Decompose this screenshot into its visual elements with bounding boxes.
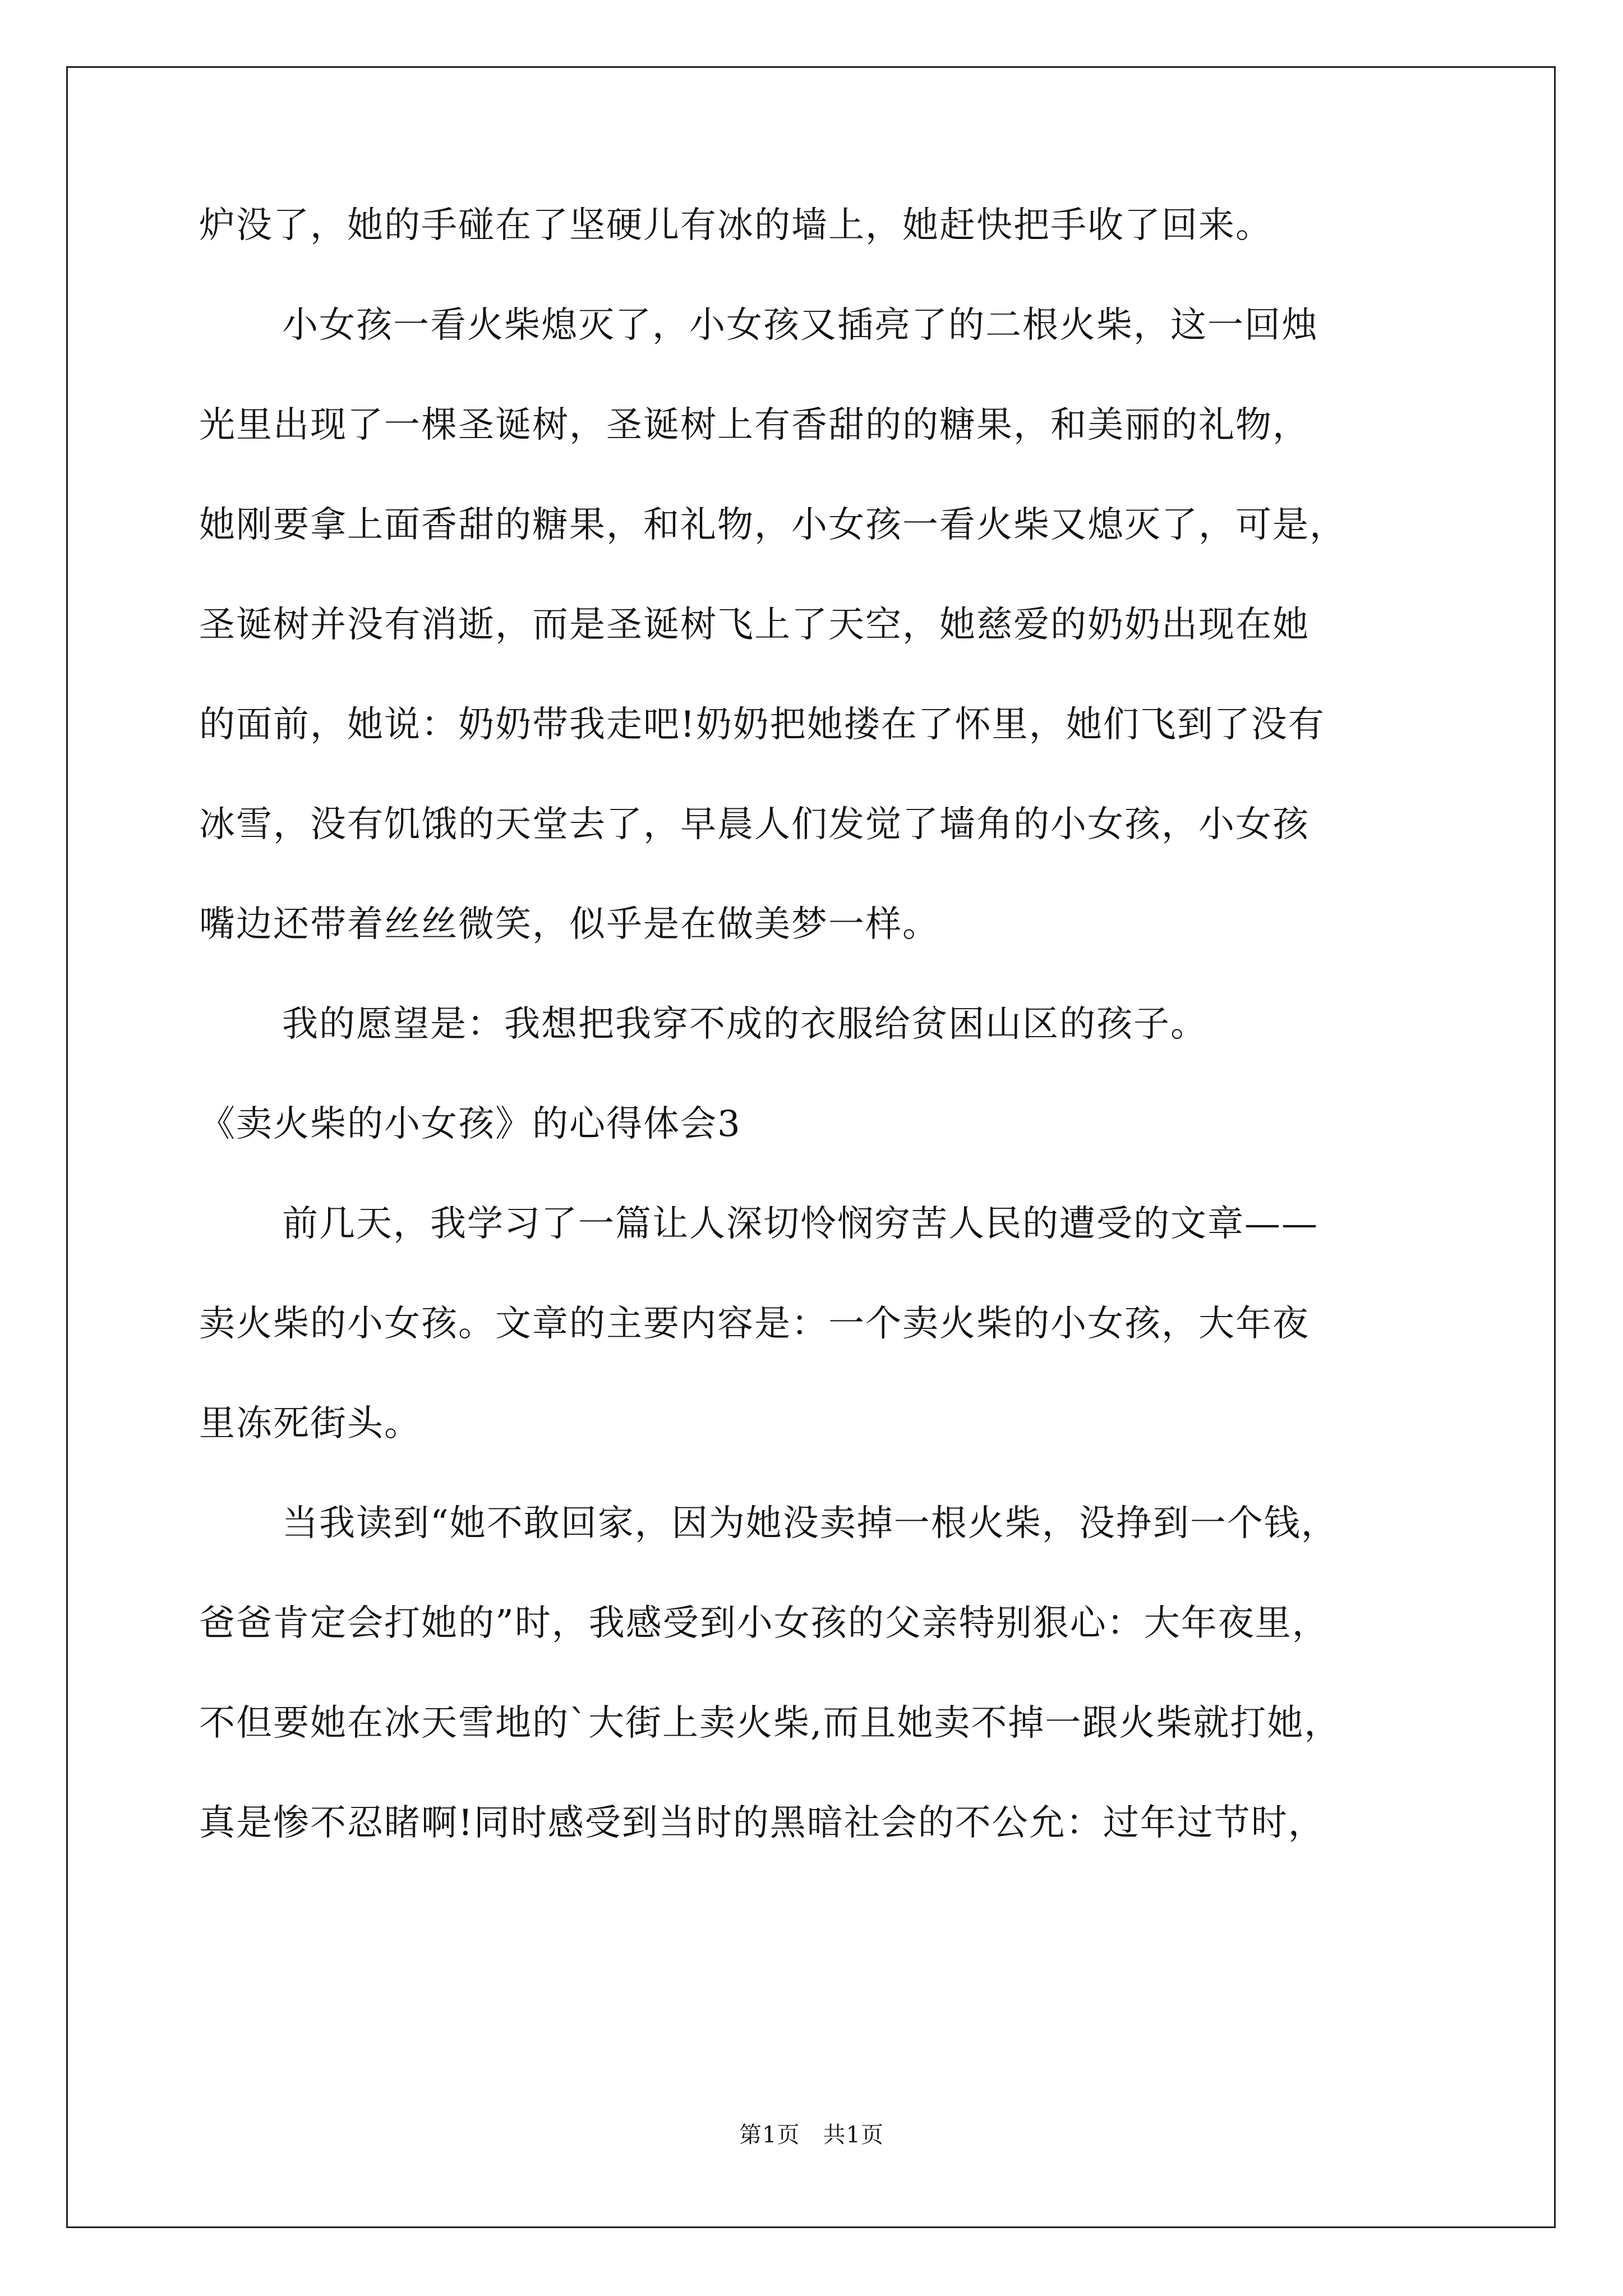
text-line: 爸爸肯定会打她的”时，我感受到小女孩的父亲特别狠心：大年夜里， — [199, 1603, 1329, 1644]
text-line: 她刚要拿上面香甜的糖果，和礼物，小女孩一看火柴又熄灭了，可是， — [199, 504, 1347, 546]
document-body — [199, 205, 1455, 1905]
text-line: 嘴边还带着丝丝微笑，似乎是在做美梦一样。 — [199, 904, 939, 945]
section-heading: 《卖火柴的小女孩》的心得体会3 — [199, 1103, 741, 1145]
text-line: 当我读到“她不敢回家，因为她没卖掉一根火柴，没挣到一个钱， — [282, 1503, 1338, 1544]
text-line: 我的愿望是：我想把我穿不成的衣服给贫困山区的孩子。 — [282, 1004, 1207, 1045]
text-line: 卖火柴的小女孩。文章的主要内容是：一个卖火柴的小女孩，大年夜 — [199, 1303, 1310, 1345]
text-line: 前几天，我学习了一篇让人深切怜悯穷苦人民的遭受的文章—— — [282, 1203, 1318, 1245]
text-line: 小女孩一看火柴熄灭了，小女孩又插亮了的二根火柴，这一回烛 — [282, 305, 1318, 346]
text-line: 圣诞树并没有消逝，而是圣诞树飞上了天空，她慈爱的奶奶出现在她 — [199, 604, 1310, 646]
text-line: 光里出现了一棵圣诞树，圣诞树上有香甜的的糖果，和美丽的礼物， — [199, 404, 1310, 446]
text-line: 不但要她在冰天雪地的`大街上卖火柴,而且她卖不掉一跟火柴就打她， — [199, 1703, 1341, 1744]
text-line: 炉没了，她的手碰在了坚硬儿有冰的墙上，她赶快把手收了回来。 — [199, 205, 1272, 246]
text-line: 里冻死街头。 — [199, 1403, 421, 1444]
text-line: 的面前，她说：奶奶带我走吧!奶奶把她搂在了怀里，她们飞到了没有 — [199, 704, 1325, 746]
text-line: 真是惨不忍睹啊!同时感受到当时的黑暗社会的不公允：过年过节时， — [199, 1802, 1325, 1844]
page-footer: 第1页 共1页 — [739, 2122, 884, 2148]
text-line: 冰雪，没有饥饿的天堂去了，早晨人们发觉了墙角的小女孩，小女孩 — [199, 804, 1310, 845]
